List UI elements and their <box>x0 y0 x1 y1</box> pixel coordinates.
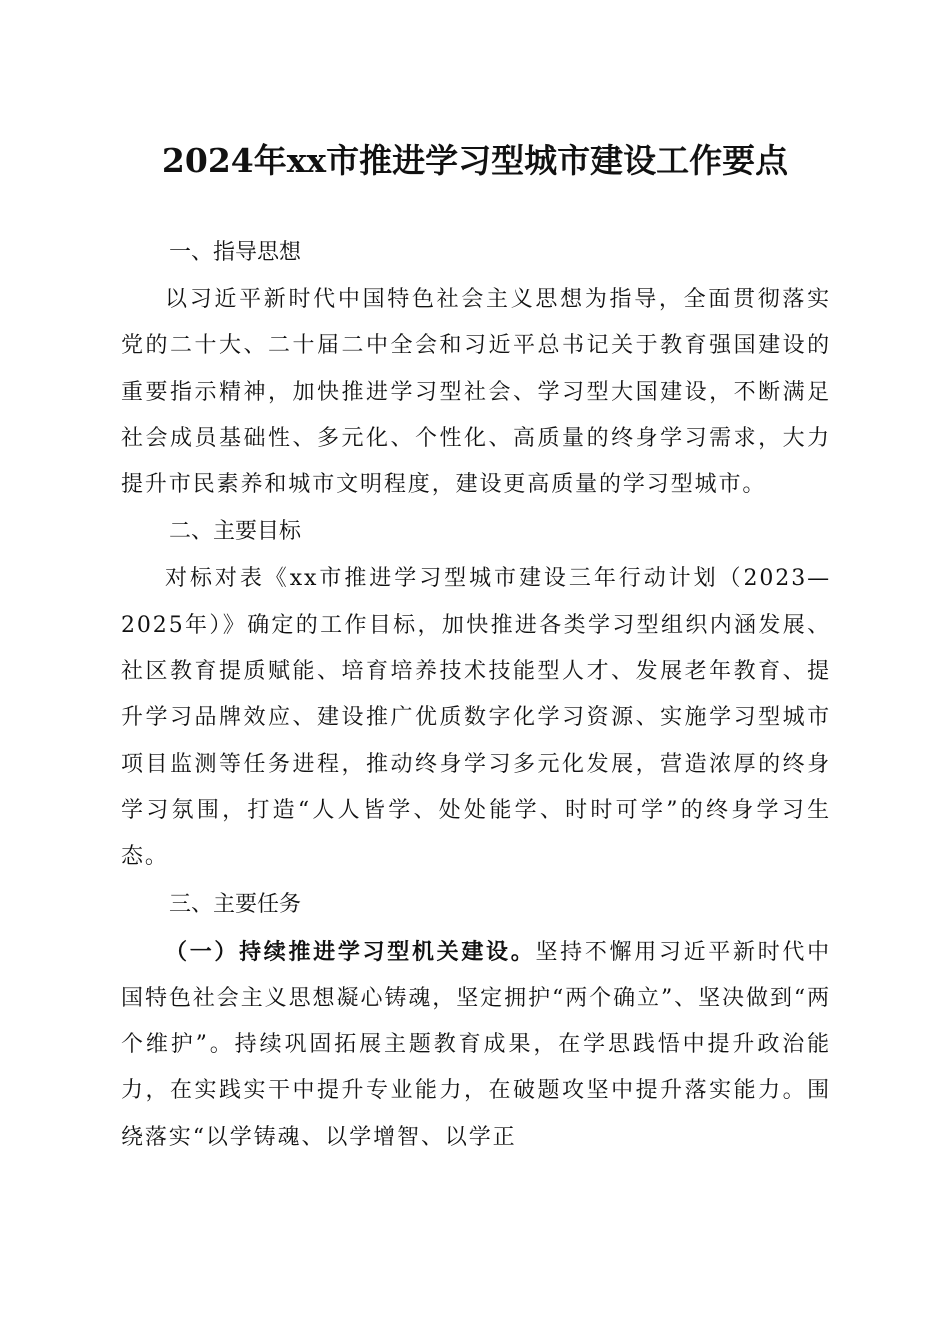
document-body <box>121 229 831 1161</box>
section-heading-main-goals: 二、主要目标 <box>169 519 302 545</box>
section-heading-guiding-thought: 一、指导思想 <box>169 240 302 265</box>
section-paragraph-guiding-thought: 以习近平新时代中国特色社会主义思想为指导，全面贯彻落实党的二十大、二十届二中全会和习近平总书记关于教育强国建设的重要指示精神，加快推进学习型社会、学习型大国建设，不断满足社会成员基础性、多元化、个性化、高质量的终身学习需求，大力提升市民素养和城市文明程度，建设更高质量的学习型城市。 <box>121 287 831 498</box>
task-body-text: 坚持不懈用习近平新时代中国特色社会主义思想凝心铸魂，坚定拥护“两个确立”、坚决做到“两个维护”。持续巩固拓展主题教育成果，在学思践悟中提升政治能力，在实践实干中提升专业能力，在破题攻坚中提升落实能力。围绕落实“以学铸魂、以学增智、以学正 <box>121 939 831 1150</box>
document-title: 2024年xx市推进学习型城市建设工作要点 <box>161 141 789 180</box>
section-paragraph-main-tasks <box>121 929 831 1161</box>
task-lead-title: （一）持续推进学习型机关建设。 <box>165 938 536 965</box>
section-heading-main-tasks: 三、主要任务 <box>169 891 302 917</box>
section-paragraph-main-goals: 对标对表《xx市推进学习型城市建设三年行动计划（2023—2025年）》确定的工作目标，加快推进各类学习型组织内涵发展、社区教育提质赋能、培育培养技术技能型人才、发展老年教育、提升学习品牌效应、建设推广优质数字化学习资源、实施学习型城市项目监测等任务进程，推动终身学习多元化发展，营造浓厚的终身学习氛围，打造“人人皆学、处处能学、时时可学”的终身学习生态。 <box>121 566 831 870</box>
